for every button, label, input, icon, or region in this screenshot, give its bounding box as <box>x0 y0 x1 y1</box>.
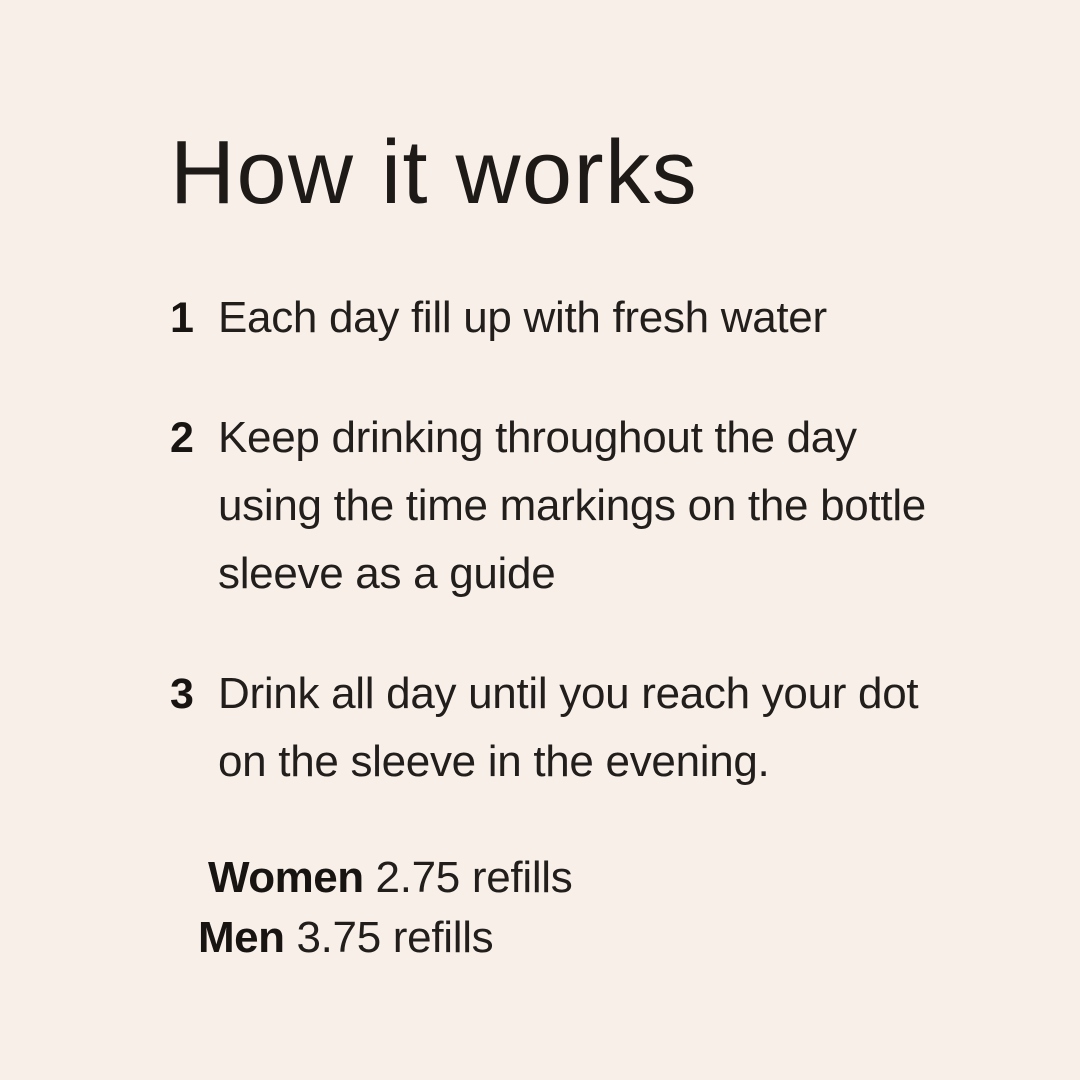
refill-men-label: Men <box>198 913 285 962</box>
refill-guide <box>170 848 1020 968</box>
step-1-number: 1 <box>170 294 194 342</box>
step-1 <box>170 284 1020 352</box>
step-2-line-1: Keep drinking throughout the day <box>218 413 857 462</box>
step-3 <box>170 660 1020 796</box>
refill-women-label: Women <box>208 853 364 902</box>
page-title: How it works <box>170 123 699 223</box>
step-2-line-3: sleeve as a guide <box>218 549 556 598</box>
step-2 <box>170 404 1020 608</box>
step-1-line-1: Each day fill up with fresh water <box>218 293 827 342</box>
refill-men-value: 3.75 refills <box>296 913 494 962</box>
step-2-number: 2 <box>170 414 194 462</box>
step-3-text <box>218 660 1020 796</box>
step-2-line-2: using the time markings on the bottle <box>218 481 926 530</box>
step-2-text <box>218 404 1020 608</box>
step-3-line-1: Drink all day until you reach your dot <box>218 669 919 718</box>
step-3-line-2: on the sleeve in the evening. <box>218 737 770 786</box>
steps-list <box>170 284 1020 796</box>
refill-men <box>170 908 1020 968</box>
step-3-number: 3 <box>170 670 194 718</box>
step-1-text <box>218 284 1020 352</box>
refill-women <box>170 848 1020 908</box>
refill-women-value: 2.75 refills <box>375 853 573 902</box>
